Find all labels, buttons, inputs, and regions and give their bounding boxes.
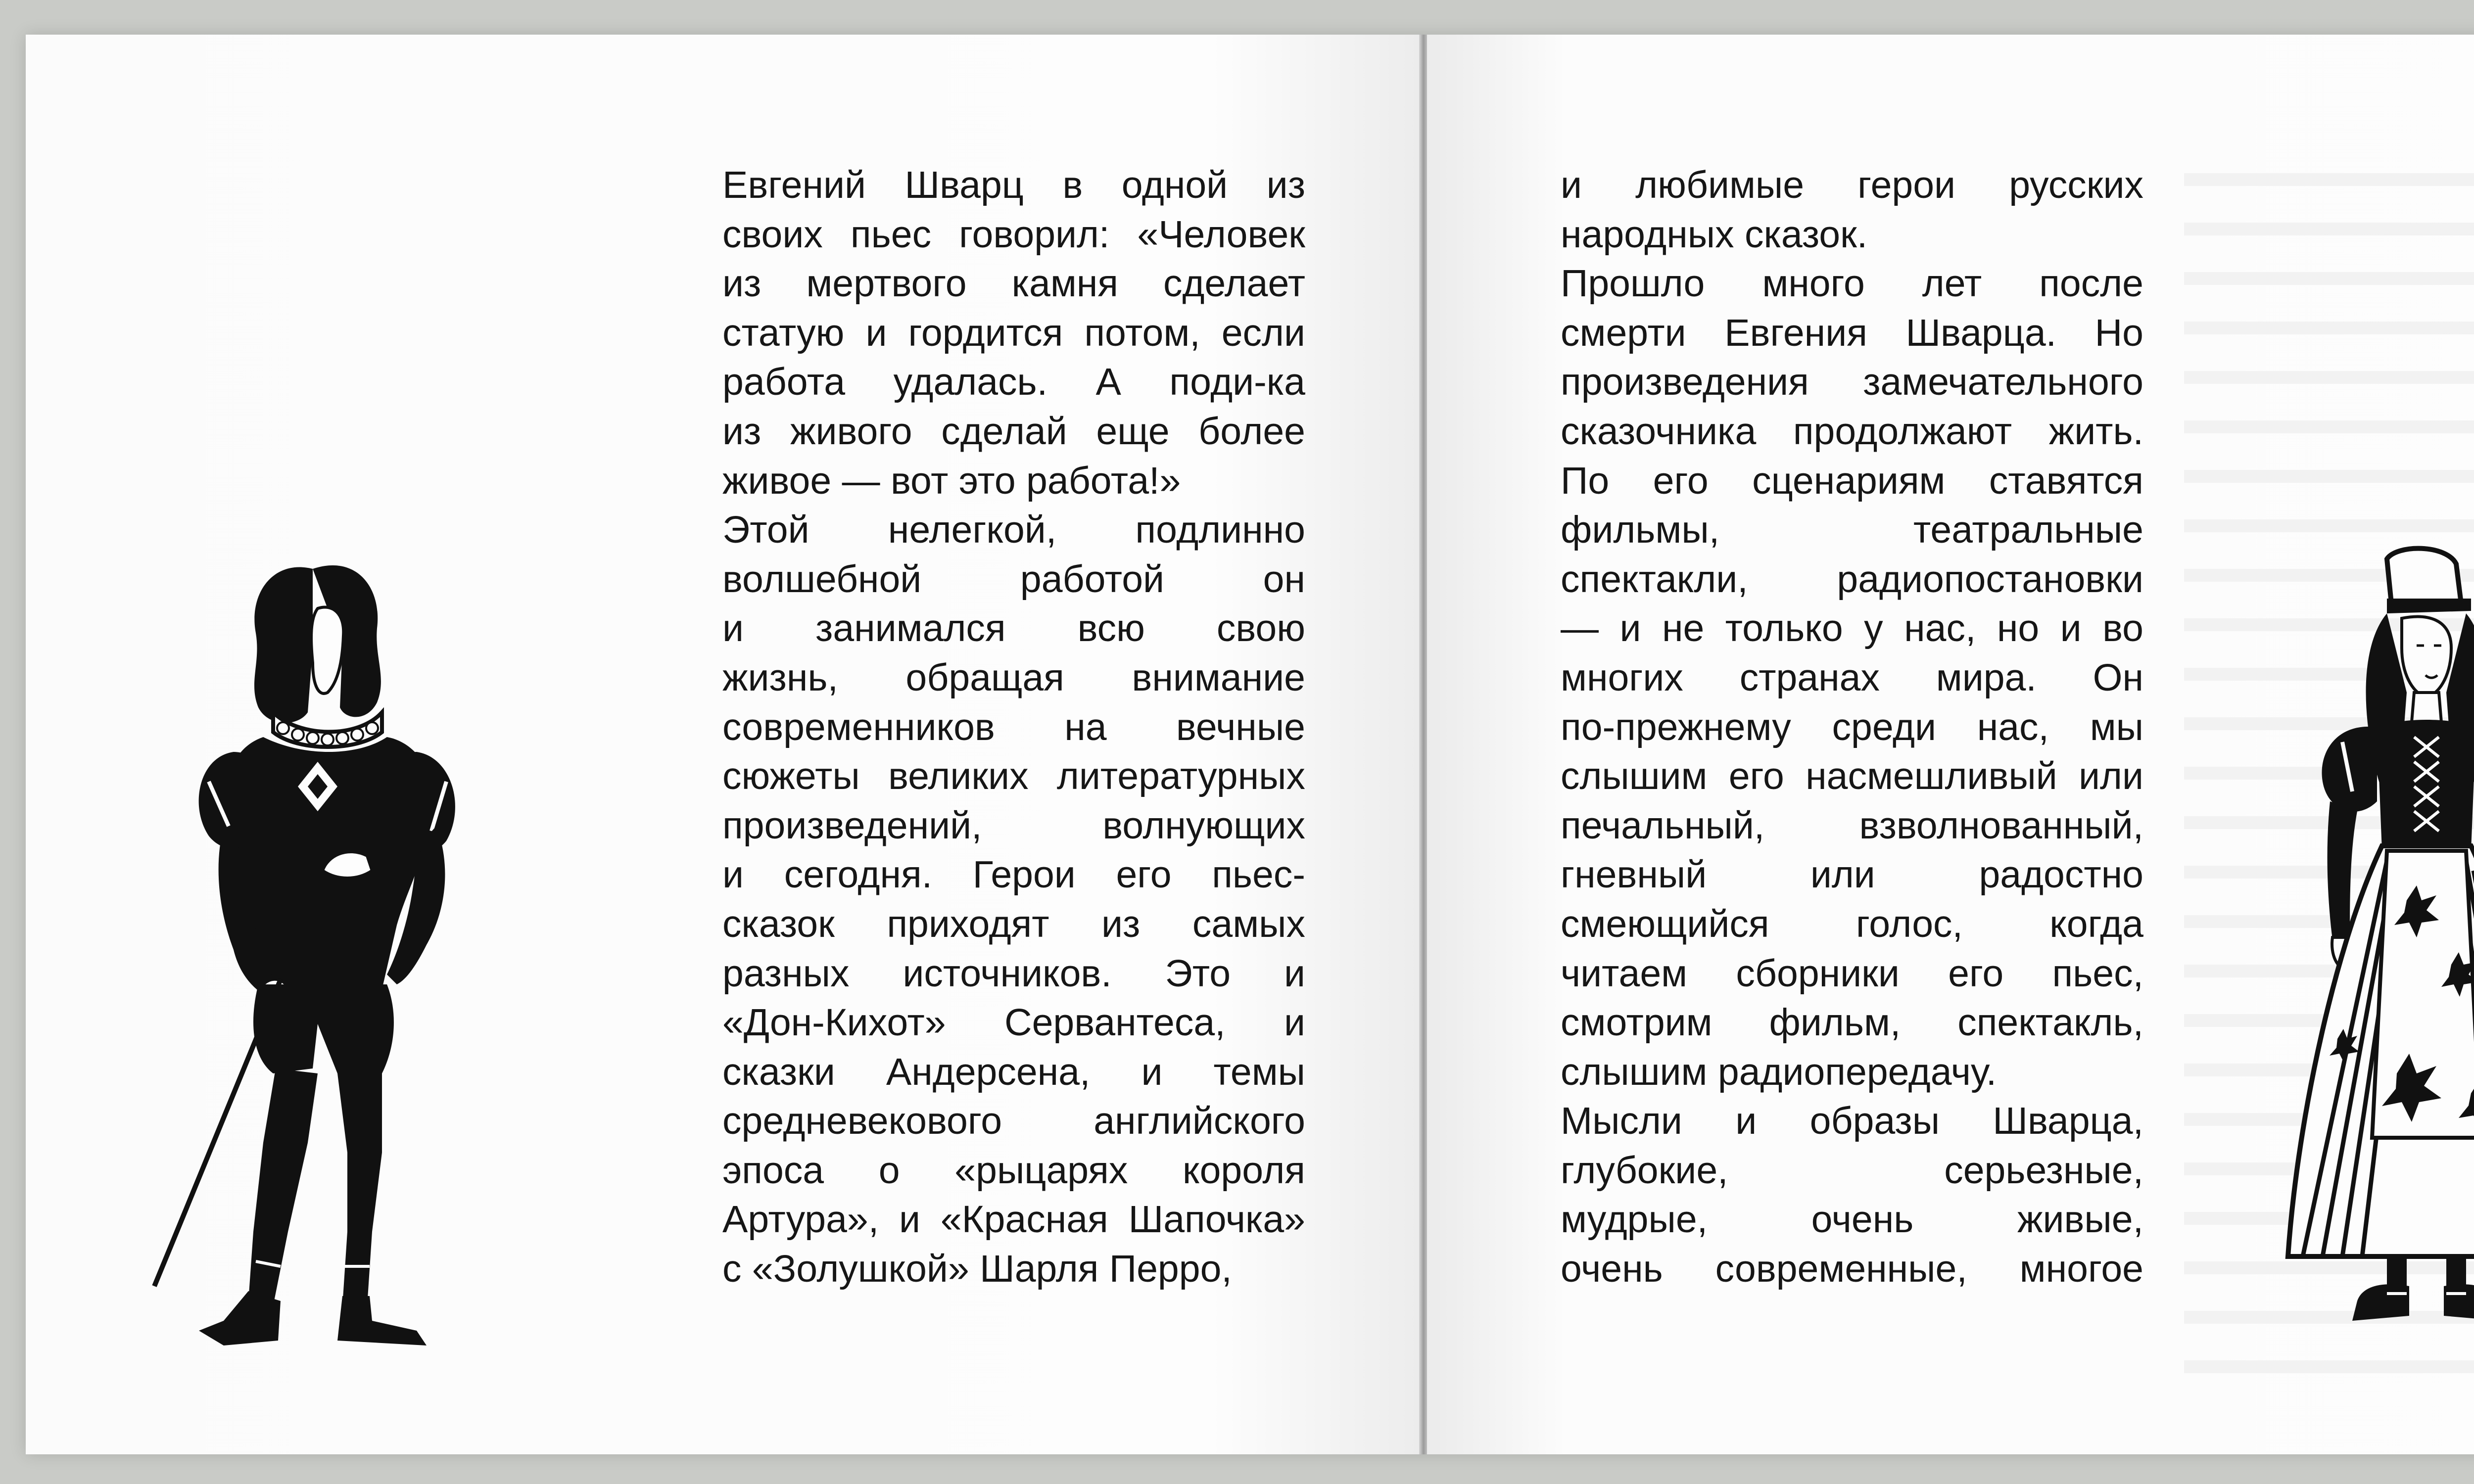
left-page-text [722, 161, 1305, 1294]
text-line: и сегодня. Герои его пьес- [722, 853, 1305, 896]
text-line: Мысли и образы Шварца, [1561, 1100, 2143, 1143]
text-line: из живого сделай еще более [722, 410, 1305, 453]
left-paragraph-1 [722, 161, 1305, 506]
text-line: смеющийся голос, когда [1561, 902, 2143, 945]
text-line: очень современные, многое [1561, 1248, 2143, 1291]
right-paragraph-1 [1561, 161, 2143, 259]
text-line: волшебной работой он [722, 557, 1305, 601]
book-spread [26, 35, 2474, 1454]
text-line: читаем сборники его пьес, [1561, 952, 2143, 995]
man-silhouette-illustration [149, 549, 535, 1350]
text-line: слышим его насмешливый или [1561, 755, 2143, 798]
text-line: по-прежнему среди нас, мы [1561, 705, 2143, 748]
text-line: эпоса о «рыцарях короля [722, 1149, 1305, 1192]
text-line: сказки Андерсена, и темы [722, 1050, 1305, 1093]
text-line: сюжеты великих литературных [722, 755, 1305, 798]
text-line: многих странах мира. Он [1561, 656, 2143, 699]
text-line: сказочника продолжают жить. [1561, 410, 2143, 453]
text-line: народных сказок. [1561, 213, 1868, 256]
right-page-text [1561, 161, 2143, 1294]
text-line: из мертвого камня сделает [722, 262, 1305, 305]
text-line: — и не только у нас, но и во [1561, 607, 2143, 650]
text-line: спектакли, радиопостановки [1561, 557, 2143, 601]
text-line: сказок приходят из самых [722, 902, 1305, 945]
text-line: фильмы, театральные [1561, 509, 2143, 552]
left-paragraph-2 [722, 506, 1305, 1294]
text-line: с «Золушкой» Шарля Перро, [722, 1248, 1232, 1291]
text-line: Евгений Шварц в одной из [722, 164, 1305, 206]
text-line: работа удалась. А поди-ка [722, 361, 1305, 404]
text-line: Артура», и «Красная Шапочка» [722, 1198, 1305, 1241]
text-line: произведения замечательного [1561, 361, 2143, 404]
right-page [1427, 35, 2474, 1454]
right-paragraph-2 [1561, 259, 2143, 1097]
text-line: жизнь, обращая внимание [722, 656, 1305, 699]
text-line: мудрые, очень живые, [1561, 1198, 2143, 1241]
text-line: живое — вот это работа!» [722, 459, 1181, 502]
text-line: смерти Евгения Шварца. Но [1561, 311, 2143, 354]
text-line: и занимался всю свою [722, 607, 1305, 650]
text-line: Прошло много лет после [1561, 262, 2143, 305]
text-line: гневный или радостно [1561, 853, 2143, 896]
text-line: смотрим фильм, спектакль, [1561, 1001, 2143, 1044]
right-paragraph-3 [1561, 1097, 2143, 1294]
text-line: и любимые герои русских [1561, 164, 2143, 206]
text-line: современников на вечные [722, 705, 1305, 748]
text-line: глубокие, серьезные, [1561, 1149, 2143, 1192]
woman-silhouette-illustration [2238, 544, 2474, 1331]
text-line: Этой нелегкой, подлинно [722, 509, 1305, 552]
text-line: разных источников. Это и [722, 952, 1305, 995]
text-line: По его сценариям ставятся [1561, 459, 2143, 502]
text-line: слышим радиопередачу. [1561, 1050, 1997, 1093]
text-line: средневекового английского [722, 1100, 1305, 1143]
text-line: своих пьес говорил: «Человек [722, 213, 1305, 256]
text-line: произведений, волнующих [722, 804, 1305, 847]
text-line: печальный, взволнованный, [1561, 804, 2143, 847]
left-page [26, 35, 1421, 1454]
text-line: «Дон-Кихот» Сервантеса, и [722, 1001, 1305, 1044]
text-line: статую и гордится потом, если [722, 311, 1305, 354]
